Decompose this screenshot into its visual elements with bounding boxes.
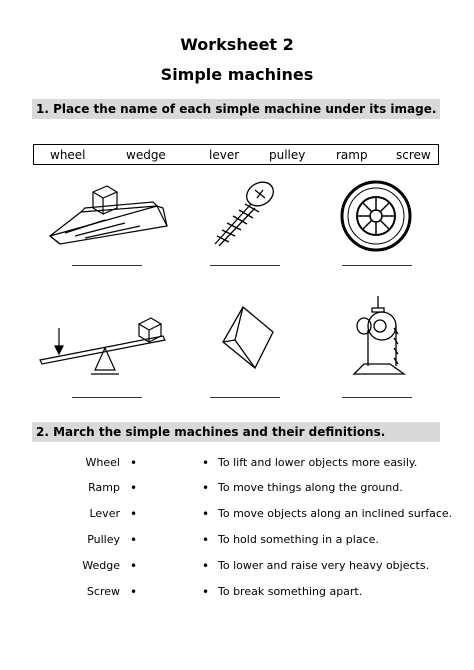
ramp-with-box-icon: [45, 178, 170, 248]
definition-bullet[interactable]: •: [202, 585, 210, 599]
matching-definition: To move things along the ground.: [218, 481, 403, 494]
answer-blank[interactable]: [342, 265, 412, 266]
section-1-heading: Place the name of each simple machine under its image.: [53, 102, 437, 116]
matching-term: Wedge: [82, 559, 120, 572]
definition-bullet[interactable]: •: [202, 559, 210, 573]
term-bullet[interactable]: •: [130, 533, 138, 547]
matching-term: Screw: [86, 585, 120, 598]
worksheet-title: Worksheet 2: [180, 35, 294, 54]
screw-icon: [205, 178, 280, 250]
definition-bullet[interactable]: •: [202, 507, 210, 521]
matching-term: Ramp: [88, 481, 120, 494]
term-bullet[interactable]: •: [130, 481, 138, 495]
definition-bullet[interactable]: •: [202, 481, 210, 495]
answer-blank[interactable]: [342, 397, 412, 398]
definition-bullet[interactable]: •: [202, 456, 210, 470]
section-1-header: [32, 99, 440, 119]
matching-definition: To hold something in a place.: [218, 533, 379, 546]
word-bank-item: screw: [396, 148, 431, 162]
matching-row: [0, 481, 474, 497]
answer-blank[interactable]: [210, 265, 280, 266]
matching-definition: To break something apart.: [218, 585, 363, 598]
matching-row: [0, 507, 474, 523]
matching-term: Lever: [89, 507, 120, 520]
wheel-icon: [338, 178, 414, 254]
answer-blank[interactable]: [72, 397, 142, 398]
term-bullet[interactable]: •: [130, 559, 138, 573]
section-2-header: [32, 422, 440, 442]
worksheet-subtitle: Simple machines: [160, 65, 314, 84]
matching-definition: To lower and raise very heavy objects.: [218, 559, 430, 572]
matching-row: [0, 585, 474, 601]
word-bank-item: pulley: [269, 148, 306, 162]
term-bullet[interactable]: •: [130, 507, 138, 521]
section-2-number: 2.: [36, 425, 49, 439]
matching-row: [0, 456, 474, 472]
lever-icon: [35, 302, 175, 377]
word-bank-item: lever: [209, 148, 240, 162]
answer-blank[interactable]: [72, 265, 142, 266]
word-bank-item: wheel: [50, 148, 86, 162]
word-bank: [33, 144, 439, 165]
term-bullet[interactable]: •: [130, 456, 138, 470]
section-1-number: 1.: [36, 102, 49, 116]
wedge-icon: [215, 302, 285, 374]
matching-term: Wheel: [85, 456, 120, 469]
word-bank-item: wedge: [126, 148, 166, 162]
pulley-icon: [350, 294, 410, 379]
matching-row: [0, 559, 474, 575]
answer-blank[interactable]: [210, 397, 280, 398]
word-bank-item: ramp: [336, 148, 368, 162]
matching-definition: To lift and lower objects more easily.: [218, 456, 418, 469]
matching-row: [0, 533, 474, 549]
matching-term: Pulley: [87, 533, 120, 546]
matching-definition: To move objects along an inclined surface.: [218, 507, 453, 520]
definition-bullet[interactable]: •: [202, 533, 210, 547]
term-bullet[interactable]: •: [130, 585, 138, 599]
section-2-heading: March the simple machines and their definitions.: [53, 425, 386, 439]
